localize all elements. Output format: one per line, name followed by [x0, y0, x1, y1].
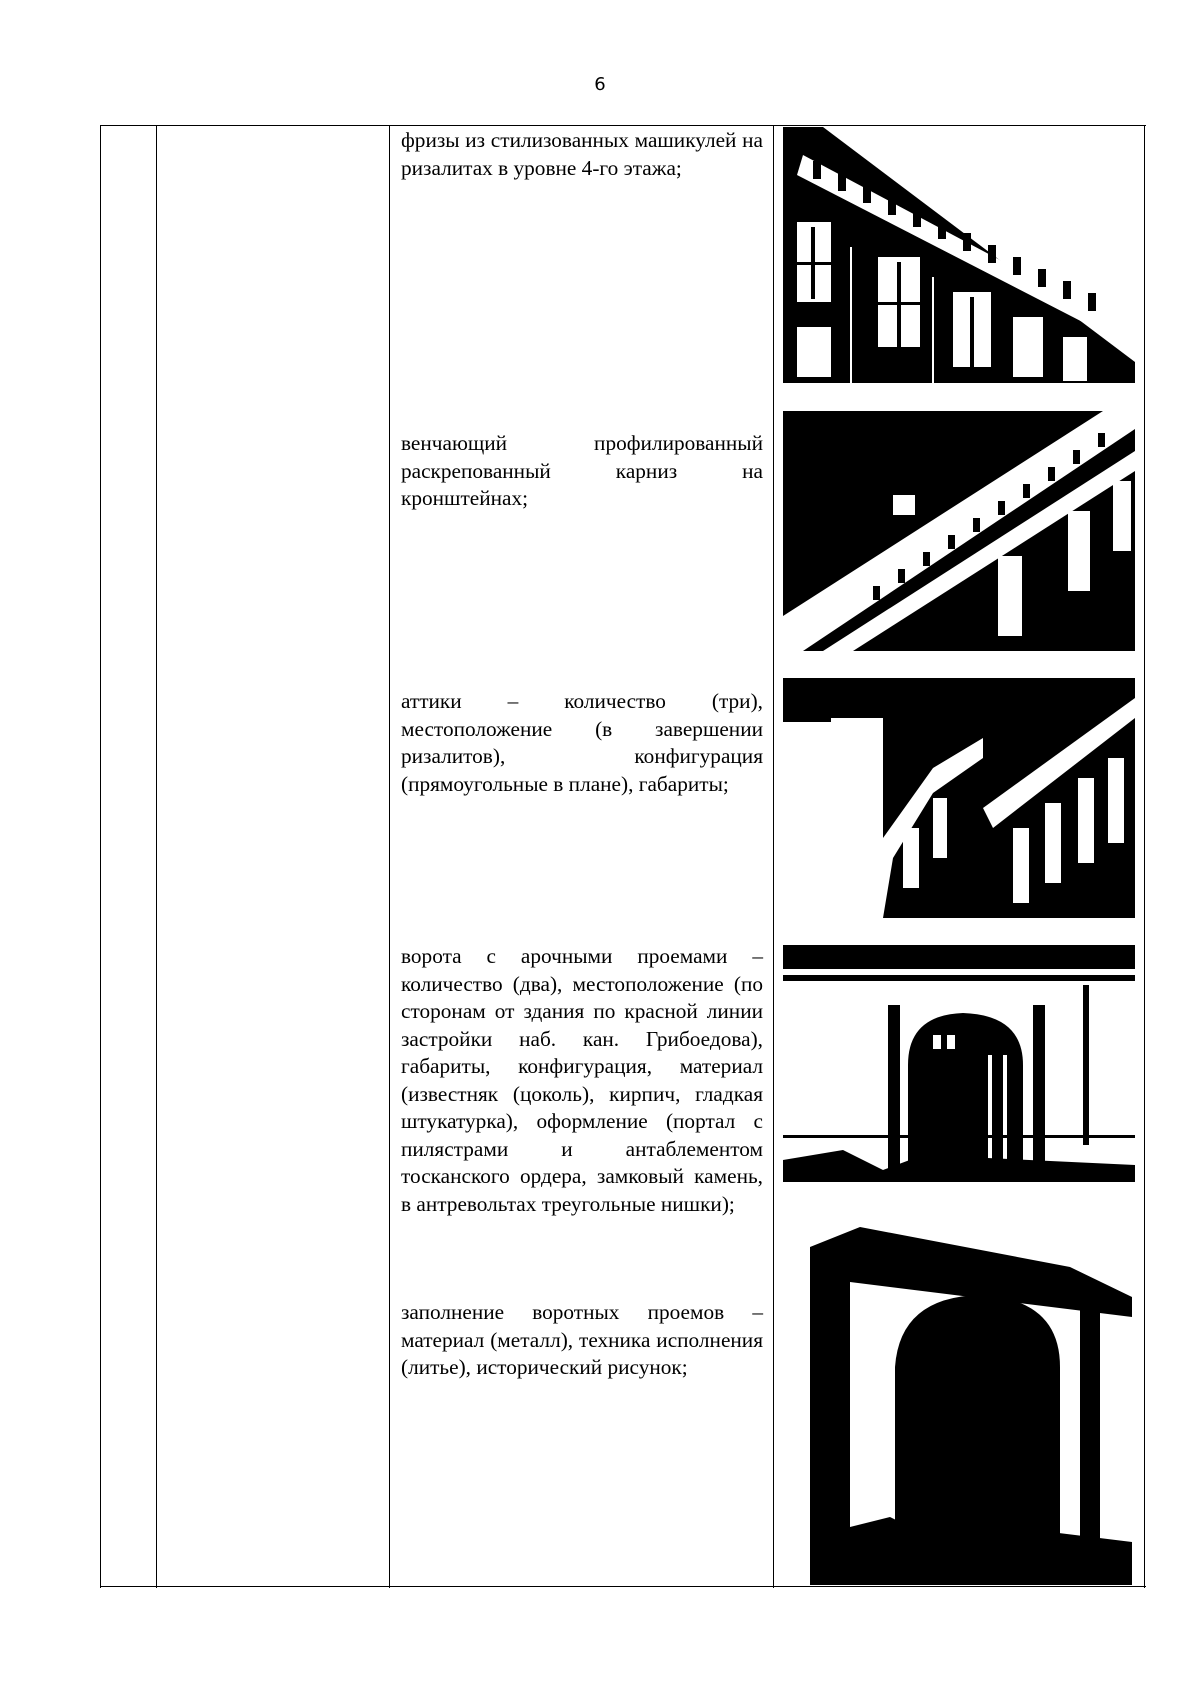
facade-frieze-photo	[783, 127, 1135, 383]
table-left-border	[100, 125, 101, 1588]
cornice-photo	[783, 411, 1135, 651]
feature-text-gate-infill: заполнение воротных проемов – материал (металл), техника исполнения (литье), исторический рисунок;	[401, 1300, 763, 1379]
attic-photo	[783, 678, 1135, 918]
feature-text-attic: аттики – количество (три), местоположение (в завершении ризалитов), конфигурация (прямоугольные в плане), габариты;	[401, 689, 763, 796]
page-number: 6	[594, 74, 606, 95]
gate-photo-2	[810, 1187, 1132, 1585]
document-table	[100, 125, 1146, 1588]
column-divider-2	[389, 125, 390, 1588]
feature-text-cornice: венчающий профилированный раскрепованный карниз на кронштейнах;	[401, 431, 763, 510]
table-bottom-border	[100, 1586, 1146, 1587]
feature-text-gates: ворота с арочными проемами – количество (два), местоположение (по сторонам от здания по красной линии застройки наб. кан. Грибоедова), габариты, конфигурация, материал (известняк (цоколь), кирпич, гладкая штукатурка), оформление (портал с пилястрами и антаблементом тосканского ордера, замковый камень, в антревольтах треугольные нишки);	[401, 944, 763, 1216]
column-divider-1	[156, 125, 157, 1588]
table-top-border	[100, 125, 1146, 126]
feature-text-frieze: фризы из стилизованных машикулей на ризалитах в уровне 4-го этажа;	[401, 128, 763, 180]
column-divider-3	[773, 125, 774, 1588]
gate-photo-1	[783, 945, 1135, 1182]
table-right-border	[1144, 125, 1145, 1588]
